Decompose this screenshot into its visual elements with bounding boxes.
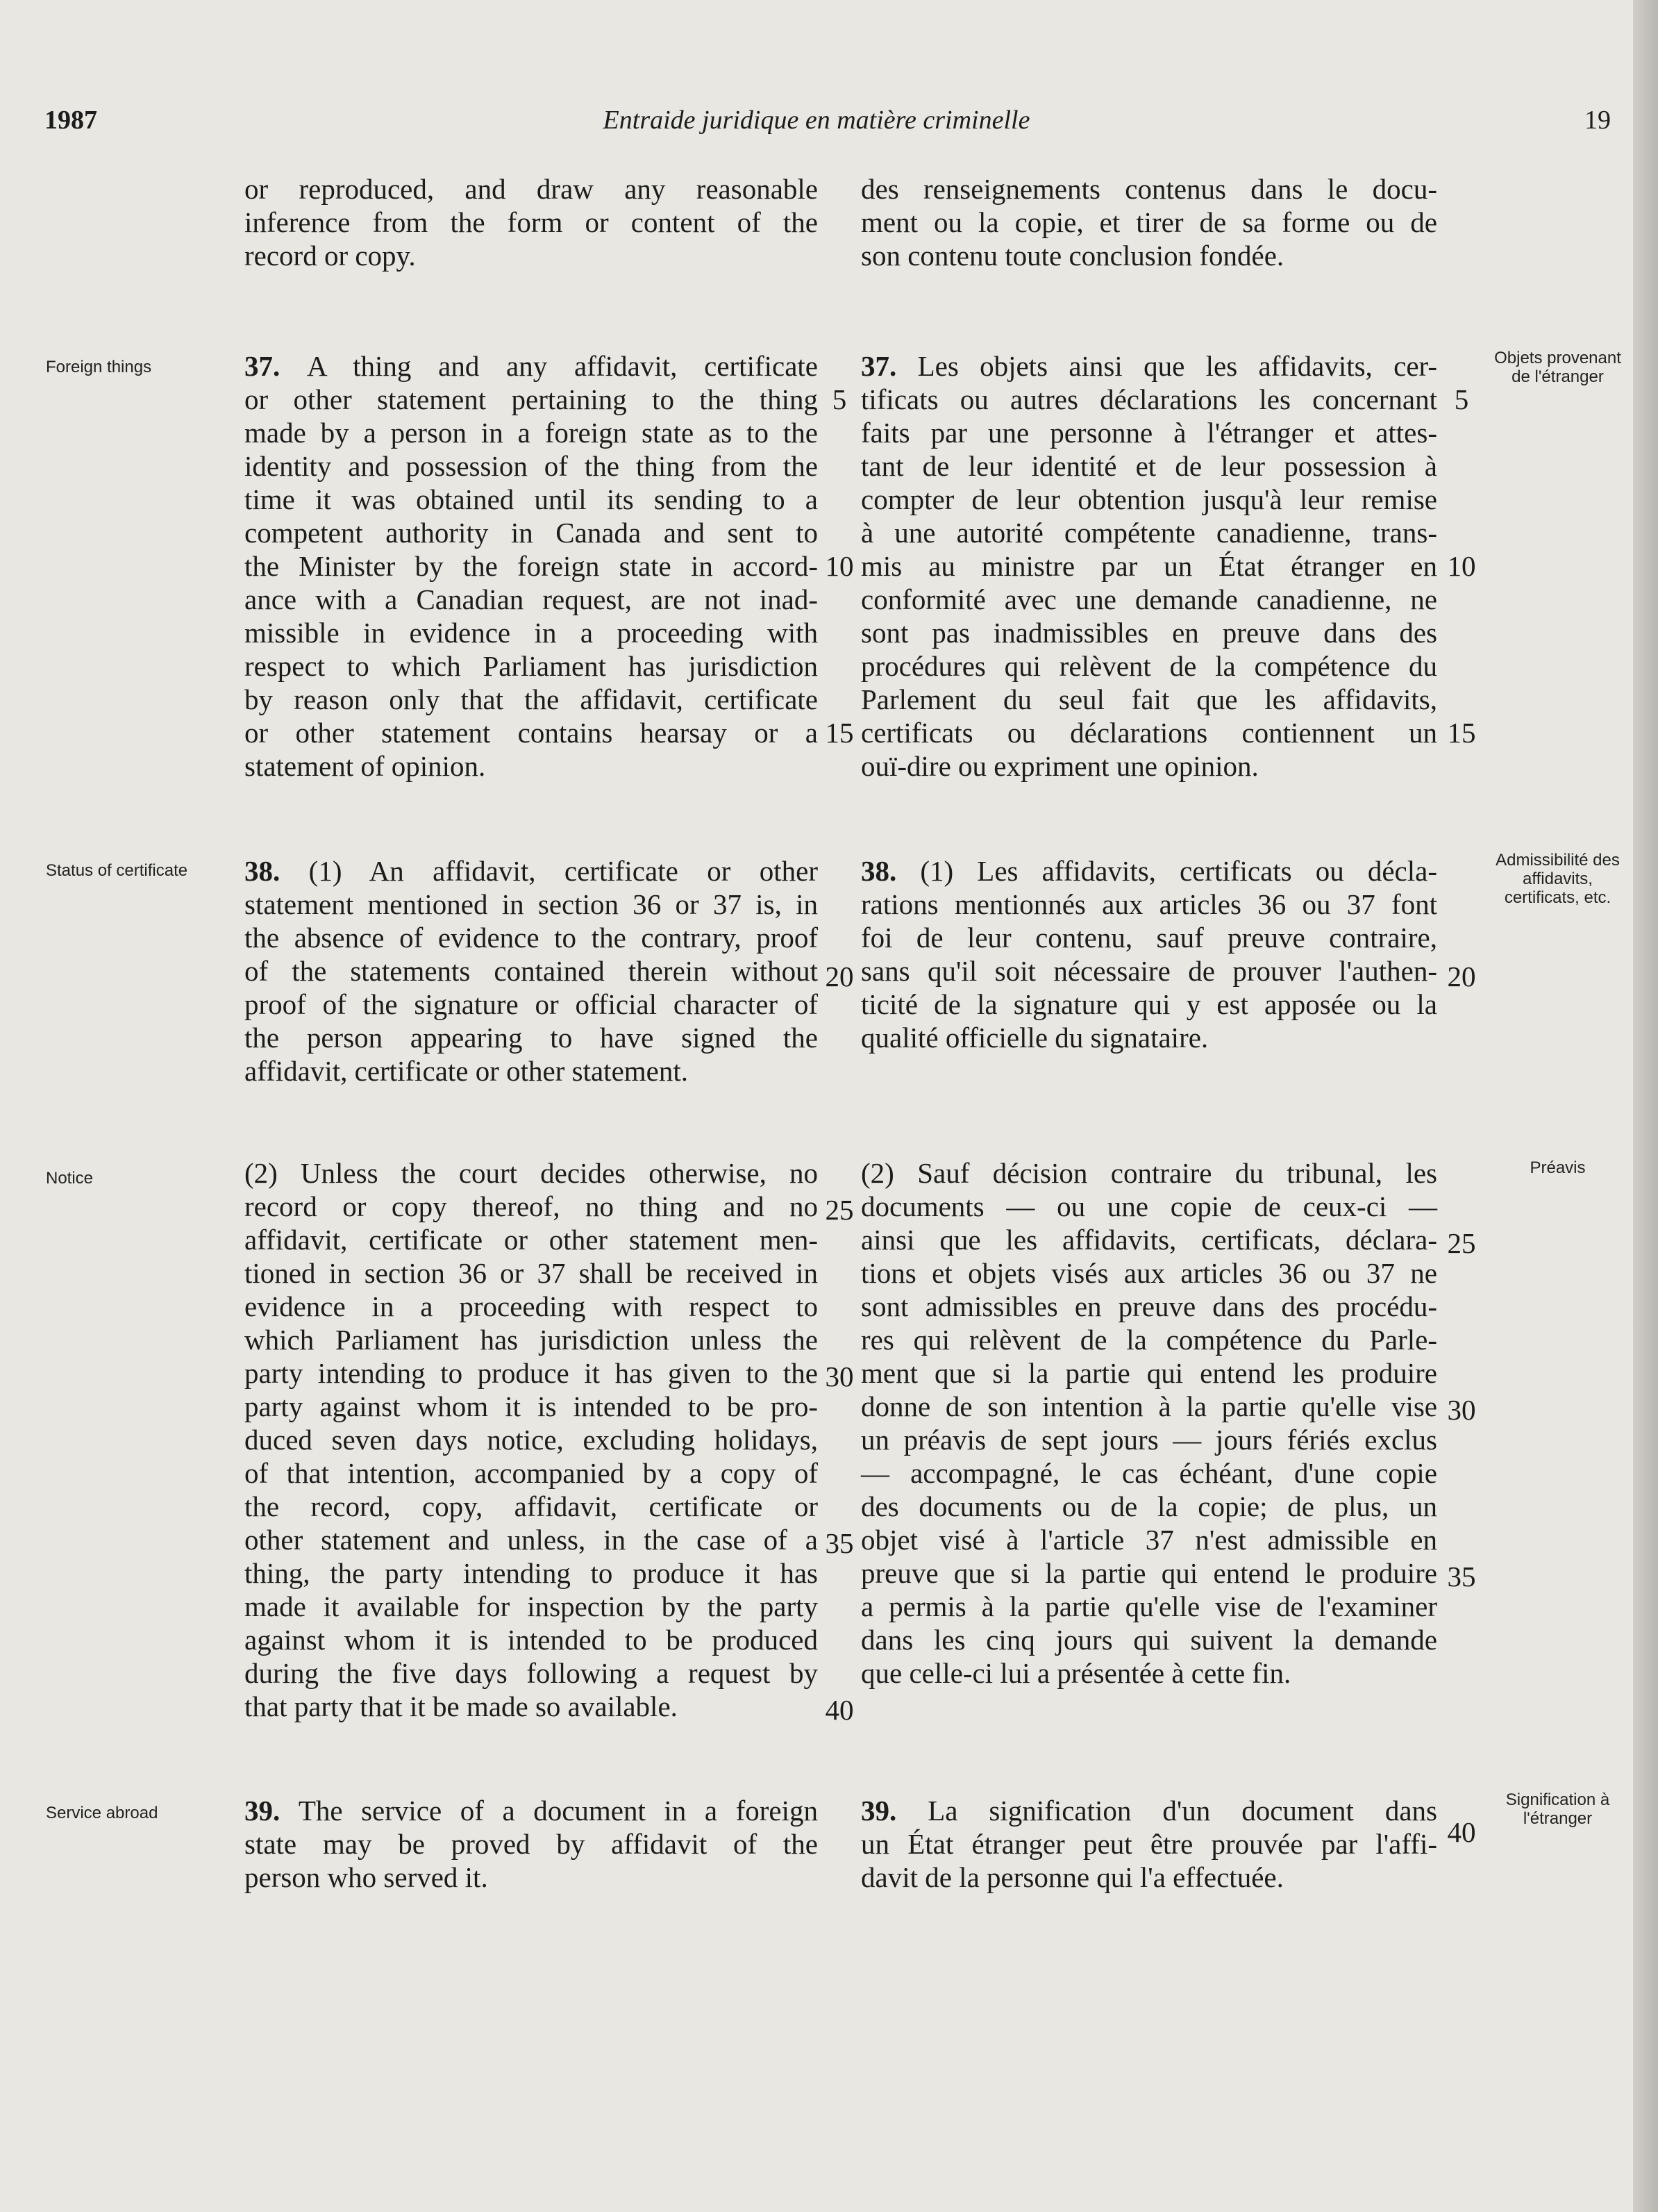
text-line	[244, 1021, 818, 1054]
margin-note-fr: Admissibilité des affidavits, certificats, etc.	[1496, 851, 1620, 907]
text-line	[244, 1523, 818, 1556]
text-line	[244, 1054, 818, 1088]
text-line	[244, 416, 818, 449]
line-number: 25	[1447, 1227, 1476, 1259]
section-number: 37.	[861, 350, 918, 382]
line-text: inference from the form or content of the	[244, 206, 818, 238]
section-number: 38.	[244, 855, 309, 887]
line-text: A thing and any affidavit, certificate	[307, 350, 818, 382]
line-text: the Minister by the foreign state in accord-	[244, 550, 818, 582]
paragraph-en-s38-1	[244, 854, 818, 1088]
paragraph-fr-s37	[861, 349, 1437, 783]
line-text: tant de leur identité et de leur possession à	[861, 450, 1437, 482]
text-line	[244, 716, 818, 749]
text-line	[861, 1490, 1437, 1523]
text-line	[244, 888, 818, 921]
text-line	[861, 649, 1437, 683]
text-line	[244, 1623, 818, 1656]
text-line	[861, 1656, 1437, 1690]
line-text: missible in evidence in a proceeding with	[244, 617, 818, 649]
text-line	[244, 1423, 818, 1456]
margin-note-en: Status of certificate	[46, 861, 188, 880]
line-text: ouï-dire ou expriment une opinion.	[861, 750, 1259, 782]
text-line	[244, 449, 818, 483]
text-line	[861, 1827, 1437, 1861]
line-text: duced seven days notice, excluding holidays,	[244, 1424, 818, 1456]
line-text: preuve que si la partie qui entend le produire	[861, 1557, 1437, 1589]
line-text: compter de leur obtention jusqu'à leur remise	[861, 483, 1437, 515]
section-number: 39.	[244, 1795, 299, 1827]
line-text: state may be proved by affidavit of the	[244, 1828, 818, 1860]
text-line	[861, 1423, 1437, 1456]
margin-note-fr: Signification à l'étranger	[1505, 1790, 1610, 1828]
paragraph-en-cont	[244, 172, 818, 272]
line-text: identity and possession of the thing from the	[244, 450, 818, 482]
text-line	[861, 888, 1437, 921]
line-text: respect to which Parliament has jurisdiction	[244, 650, 818, 682]
text-line	[244, 1190, 818, 1223]
text-line	[244, 1656, 818, 1690]
line-text: made it available for inspection by the party	[244, 1590, 818, 1622]
line-text: (1) Les affidavits, certificats ou décla-	[920, 855, 1437, 887]
margin-note-en: Notice	[46, 1169, 94, 1188]
line-number: 5	[832, 383, 847, 415]
text-line	[244, 239, 818, 272]
line-text: of the statements contained therein without	[244, 955, 818, 987]
line-text: rations mentionnés aux articles 36 ou 37 font	[861, 888, 1437, 920]
text-line	[861, 1290, 1437, 1323]
line-text: des documents ou de la copie; de plus, un	[861, 1490, 1437, 1522]
text-line	[861, 988, 1437, 1021]
line-number: 20	[1447, 961, 1476, 992]
line-text: tions et objets visés aux articles 36 ou 37 ne	[861, 1257, 1437, 1289]
text-line	[244, 583, 818, 616]
margin-note-fr: Objets provenant de l'étranger	[1494, 349, 1621, 386]
text-line	[861, 516, 1437, 549]
margin-note-en: Service abroad	[46, 1804, 158, 1822]
line-text: statement of opinion.	[244, 750, 486, 782]
text-line	[244, 1827, 818, 1861]
text-line	[244, 1356, 818, 1390]
line-text: the absence of evidence to the contrary, proof	[244, 922, 818, 954]
line-text: proof of the signature or official character of	[244, 988, 818, 1020]
line-text: party intending to produce it has given to the	[244, 1357, 818, 1389]
text-line	[244, 383, 818, 416]
text-line	[244, 1490, 818, 1523]
line-text: (1) An affidavit, certificate or other	[308, 855, 819, 887]
text-line	[244, 683, 818, 716]
line-text: or other statement pertaining to the thing	[244, 383, 818, 415]
line-number: 15	[1447, 717, 1476, 749]
line-text: tioned in section 36 or 37 shall be received in	[244, 1257, 818, 1289]
line-text: affidavit, certificate or other statement men-	[244, 1224, 818, 1256]
text-line	[861, 1861, 1437, 1894]
page-number: 19	[1584, 106, 1611, 135]
text-line	[244, 349, 818, 383]
line-text: faits par une personne à l'étranger et attes-	[861, 417, 1437, 449]
text-line	[861, 921, 1437, 954]
text-line	[861, 549, 1437, 583]
text-line	[244, 1861, 818, 1894]
line-number: 40	[825, 1694, 854, 1726]
text-line	[244, 1456, 818, 1490]
line-text: certificats ou déclarations contiennent un	[861, 717, 1437, 749]
line-text: tificats ou autres déclarations les concernant	[861, 383, 1437, 415]
line-text: (2) Sauf décision contraire du tribunal, les	[861, 1157, 1437, 1189]
line-text: que celle-ci lui a présentée à cette fin.	[861, 1657, 1291, 1689]
text-line	[861, 1256, 1437, 1290]
text-line	[244, 1690, 818, 1723]
line-text: thing, the party intending to produce it has	[244, 1557, 818, 1589]
text-line	[861, 1794, 1437, 1827]
text-line	[861, 1456, 1437, 1490]
line-number: 15	[825, 717, 854, 749]
line-text: conformité avec une demande canadienne, ne	[861, 583, 1437, 615]
section-number: 38.	[861, 855, 921, 887]
text-line	[244, 649, 818, 683]
page-edge	[1633, 0, 1658, 2212]
line-number: 10	[1447, 550, 1476, 582]
line-text: qualité officielle du signataire.	[861, 1022, 1209, 1054]
text-line	[861, 583, 1437, 616]
line-text: ticité de la signature qui y est apposée ou la	[861, 988, 1437, 1020]
line-number: 35	[1447, 1561, 1476, 1593]
text-line	[861, 1556, 1437, 1590]
paragraph-fr-s38-1	[861, 854, 1437, 1054]
text-line	[861, 1156, 1437, 1190]
text-line	[861, 616, 1437, 649]
text-line	[861, 854, 1437, 888]
line-number: 30	[1447, 1394, 1476, 1426]
line-text: or reproduced, and draw any reasonable	[244, 173, 818, 205]
header-year: 1987	[44, 106, 97, 135]
line-text: during the five days following a request by	[244, 1657, 818, 1689]
line-text: à une autorité compétente canadienne, trans-	[861, 517, 1437, 549]
text-line	[861, 1021, 1437, 1054]
text-line	[861, 349, 1437, 383]
line-text: objet visé à l'article 37 n'est admissible en	[861, 1524, 1437, 1556]
line-text: mis au ministre par un État étranger en	[861, 550, 1437, 582]
line-text: against whom it is intended to be produced	[244, 1624, 818, 1656]
text-line	[861, 172, 1437, 206]
line-text: the person appearing to have signed the	[244, 1022, 818, 1054]
text-line	[244, 1556, 818, 1590]
line-text: des renseignements contenus dans le docu-	[861, 173, 1437, 205]
text-line	[861, 449, 1437, 483]
header-title: Entraide juridique en matière criminelle	[603, 106, 1030, 135]
text-line	[861, 1190, 1437, 1223]
paragraph-en-s39	[244, 1794, 818, 1894]
line-number: 25	[825, 1194, 854, 1226]
text-line	[861, 416, 1437, 449]
line-number: 20	[825, 961, 854, 992]
text-line	[244, 921, 818, 954]
text-line	[861, 1390, 1437, 1423]
text-line	[244, 1323, 818, 1356]
text-line	[244, 1156, 818, 1190]
line-text: davit de la personne qui l'a effectuée.	[861, 1861, 1284, 1893]
line-text: which Parliament has jurisdiction unless the	[244, 1324, 818, 1356]
line-number: 30	[825, 1361, 854, 1392]
line-text: donne de son intention à la partie qu'elle vise	[861, 1390, 1437, 1422]
text-line	[244, 1794, 818, 1827]
line-text: documents — ou une copie de ceux-ci —	[861, 1190, 1437, 1222]
text-line	[244, 1390, 818, 1423]
text-line	[244, 206, 818, 239]
text-line	[244, 1223, 818, 1256]
paragraph-en-s38-2	[244, 1156, 818, 1723]
line-text: evidence in a proceeding with respect to	[244, 1290, 818, 1322]
line-text: other statement and unless, in the case of a	[244, 1524, 818, 1556]
line-text: procédures qui relèvent de la compétence du	[861, 650, 1437, 682]
section-number: 39.	[861, 1795, 928, 1827]
line-text: person who served it.	[244, 1861, 488, 1893]
text-line	[244, 516, 818, 549]
text-line	[861, 1623, 1437, 1656]
text-line	[861, 483, 1437, 516]
text-line	[861, 749, 1437, 783]
line-text: ance with a Canadian request, are not inad-	[244, 583, 818, 615]
line-text: that party that it be made so available.	[244, 1690, 678, 1722]
line-text: res qui relèvent de la compétence du Parle-	[861, 1324, 1437, 1356]
paragraph-fr-s39	[861, 1794, 1437, 1894]
text-line	[244, 988, 818, 1021]
text-line	[244, 1290, 818, 1323]
line-text: a permis à la partie qu'elle vise de l'examiner	[861, 1590, 1437, 1622]
line-text: Les objets ainsi que les affidavits, cer-	[917, 350, 1437, 382]
paragraph-en-s37	[244, 349, 818, 783]
text-line	[861, 683, 1437, 716]
line-text: Parlement du seul fait que les affidavits,	[861, 683, 1437, 715]
text-line	[244, 1256, 818, 1290]
line-number: 40	[1447, 1816, 1476, 1848]
line-text: The service of a document in a foreign	[298, 1795, 819, 1827]
line-text: statement mentioned in section 36 or 37 is, in	[244, 888, 818, 920]
margin-note-en: Foreign things	[46, 358, 152, 376]
line-text: the record, copy, affidavit, certificate or	[244, 1490, 818, 1522]
margin-note-fr: Préavis	[1530, 1158, 1586, 1177]
line-text: time it was obtained until its sending to a	[244, 483, 818, 515]
text-line	[244, 172, 818, 206]
line-text: sans qu'il soit nécessaire de prouver l'authen-	[861, 955, 1437, 987]
paragraph-fr-s38-2	[861, 1156, 1437, 1690]
text-line	[861, 1323, 1437, 1356]
line-number: 35	[825, 1527, 854, 1559]
line-text: affidavit, certificate or other statement.	[244, 1055, 689, 1087]
line-number: 10	[825, 550, 854, 582]
line-text: La signification d'un document dans	[928, 1795, 1438, 1827]
line-text: record or copy.	[244, 240, 416, 272]
line-text: un préavis de sept jours — jours fériés exclus	[861, 1424, 1437, 1456]
section-number: 37.	[244, 350, 307, 382]
line-text: son contenu toute conclusion fondée.	[861, 240, 1284, 272]
text-line	[244, 483, 818, 516]
text-line	[244, 549, 818, 583]
text-line	[861, 1523, 1437, 1556]
text-line	[244, 1590, 818, 1623]
line-text: sont admissibles en preuve dans des procédu-	[861, 1290, 1437, 1322]
text-line	[861, 1223, 1437, 1256]
line-text: party against whom it is intended to be pro-	[244, 1390, 818, 1422]
line-text: ment que si la partie qui entend les produire	[861, 1357, 1437, 1389]
line-text: competent authority in Canada and sent to	[244, 517, 818, 549]
paragraph-fr-cont	[861, 172, 1437, 272]
line-text: un État étranger peut être prouvée par l'affi-	[861, 1828, 1437, 1860]
text-line	[244, 854, 818, 888]
line-text: — accompagné, le cas échéant, d'une copie	[861, 1457, 1437, 1489]
text-line	[861, 383, 1437, 416]
line-text: of that intention, accompanied by a copy of	[244, 1457, 818, 1489]
text-line	[861, 239, 1437, 272]
line-text: sont pas inadmissibles en preuve dans des	[861, 617, 1437, 649]
text-line	[861, 716, 1437, 749]
line-number: 5	[1454, 383, 1469, 415]
line-text: by reason only that the affidavit, certificate	[244, 683, 818, 715]
line-text: or other statement contains hearsay or a	[244, 717, 818, 749]
line-text: ment ou la copie, et tirer de sa forme ou de	[861, 206, 1437, 238]
text-line	[861, 206, 1437, 239]
text-line	[861, 954, 1437, 988]
text-line	[861, 1590, 1437, 1623]
line-text: dans les cinq jours qui suivent la demande	[861, 1624, 1437, 1656]
text-line	[244, 749, 818, 783]
text-line	[861, 1356, 1437, 1390]
line-text: (2) Unless the court decides otherwise, no	[244, 1157, 818, 1189]
line-text: record or copy thereof, no thing and no	[244, 1190, 818, 1222]
line-text: ainsi que les affidavits, certificats, déclara-	[861, 1224, 1437, 1256]
line-text: made by a person in a foreign state as to the	[244, 417, 818, 449]
text-line	[244, 954, 818, 988]
line-text: foi de leur contenu, sauf preuve contraire,	[861, 922, 1437, 954]
text-line	[244, 616, 818, 649]
